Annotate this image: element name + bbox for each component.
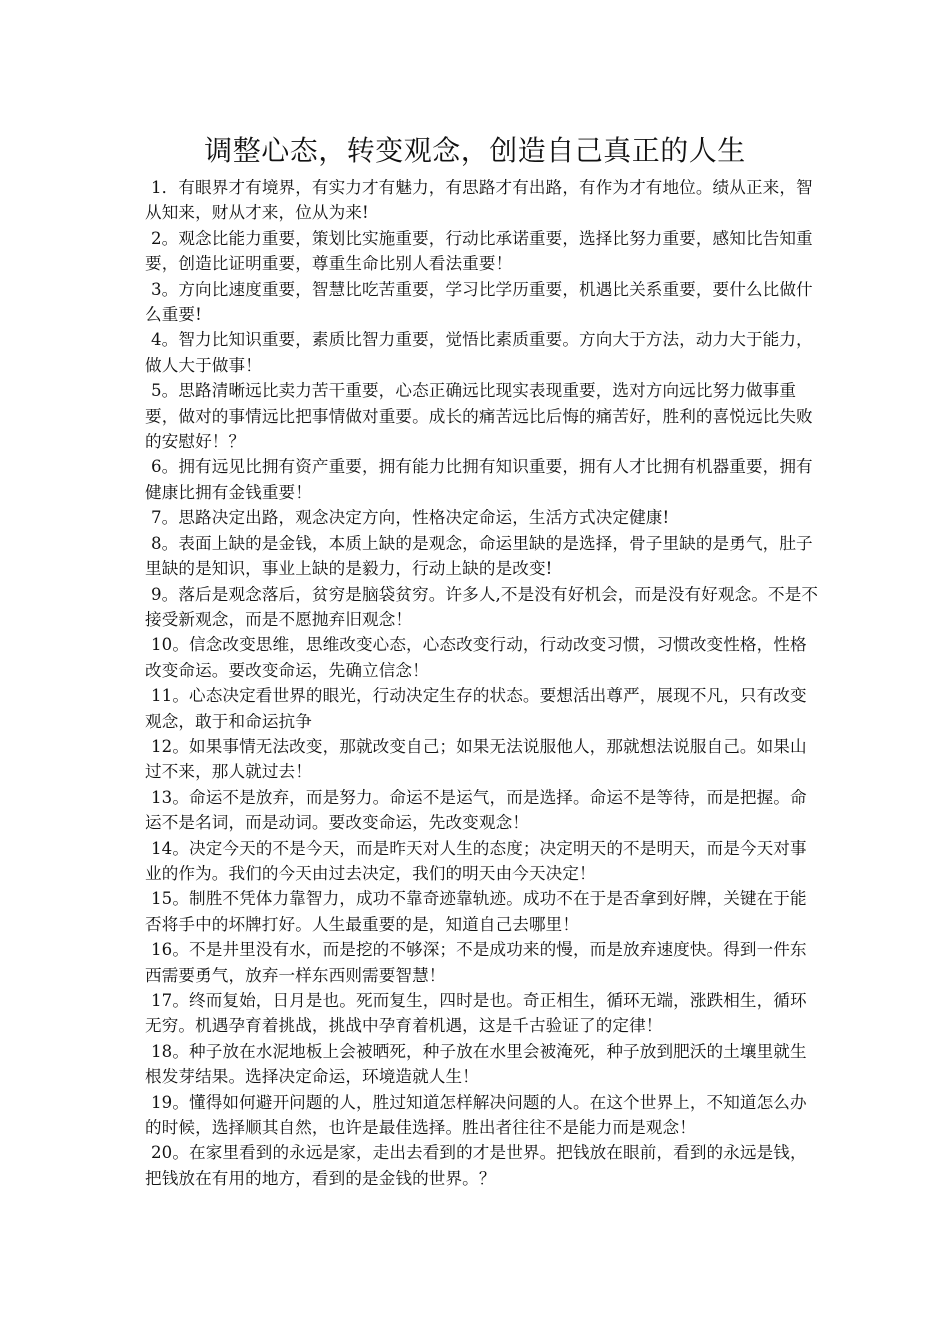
paragraph-16: [145, 937, 821, 988]
paragraph-15: [145, 886, 821, 937]
document-title: 调整心态，转变观念，创造自己真正的人生: [204, 134, 746, 167]
paragraph-19: [145, 1090, 821, 1141]
paragraph-number: 10。: [151, 635, 190, 655]
paragraph-text: 方向比速度重要，智慧比吃苦重要，学习比学历重要，机遇比关系重要，要什么比做什么重要!: [145, 279, 813, 325]
paragraph-6: [145, 454, 821, 505]
paragraph-number: 7。: [151, 508, 179, 528]
paragraph-number: 6。: [151, 457, 179, 477]
paragraph-18: [145, 1039, 821, 1090]
paragraph-2: [145, 226, 821, 277]
paragraph-number: 8。: [151, 533, 179, 553]
paragraph-text: 智力比知识重要，素质比智力重要，觉悟比素质重要。方向大于方法，动力大于能力，做人大于做事！: [145, 330, 813, 375]
paragraph-number: 17。: [151, 991, 190, 1010]
paragraph-text: 观念比能力重要，策划比实施重要，行动比承诺重要，选择比努力重要，感知比告知重要，创造比证明重要，尊重生命比别人看法重要！: [145, 228, 813, 274]
paragraph-number: 18。: [151, 1041, 190, 1061]
paragraph-number: 12。: [151, 736, 190, 756]
paragraph-11: [145, 683, 821, 734]
paragraph-text: 在家里看到的永远是家，走出去看到的才是世界。把钱放在眼前，看到的永远是钱，把钱放在有用的地方，看到的是金钱的世界。？: [145, 1143, 807, 1188]
paragraph-10: [145, 632, 821, 683]
paragraph-text: 决定今天的不是今天，而是昨天对人生的态度；决定明天的不是明天，而是今天对事业的作为。我们的今天由过去决定，我们的明天由今天决定！: [145, 838, 807, 883]
paragraph-text: 懂得如何避开问题的人，胜过知道怎样解决问题的人。在这个世界上，不知道怎么办的时候，选择顺其自然，也许是最佳选择。胜出者往往不是能力而是观念！: [145, 1092, 807, 1138]
paragraph-text: 信念改变思维，思维改变心态，心态改变行动，行动改变习惯，习惯改变性格，性格改变命运。要改变命运，先确立信念！: [145, 635, 807, 680]
paragraph-number: 4。: [151, 330, 179, 350]
paragraph-text: 拥有远见比拥有资产重要，拥有能力比拥有知识重要，拥有人才比拥有机器重要，拥有健康比拥有金钱重要！: [145, 457, 813, 502]
paragraph-13: [145, 785, 821, 836]
paragraph-number: 3。: [151, 279, 179, 299]
paragraph-text: 命运不是放弃，而是努力。命运不是运气，而是选择。命运不是等待，而是把握。命运不是名词，而是动词。要改变命运，先改变观念！: [145, 787, 807, 833]
paragraph-5: [145, 378, 821, 454]
paragraph-text: 心态决定看世界的眼光，行动决定生存的状态。要想活出尊严，展现不凡，只有改变观念，敢于和命运抗争: [145, 686, 807, 731]
paragraph-text: 如果事情无法改变，那就改变自己；如果无法说服他人，那就想法说服自己。如果山过不来，那人就过去！: [145, 736, 807, 782]
paragraph-text: 种子放在水泥地板上会被晒死，种子放在水里会被淹死，种子放到肥沃的土壤里就生根发芽结果。选择决定命运，环境造就人生！: [145, 1041, 807, 1087]
paragraph-text: 思路决定出路，观念决定方向，性格决定命运，生活方式决定健康!: [178, 508, 670, 528]
paragraph-17: [145, 988, 821, 1039]
paragraph-1: [145, 175, 821, 226]
paragraph-4: [145, 327, 821, 378]
paragraph-text: 终而复始，日月是也。死而复生，四时是也。奇正相生，循环无端，涨跌相生，循环无穷。机遇孕育着挑战，挑战中孕育着机遇，这是千古验证了的定律！: [145, 991, 807, 1036]
paragraph-text: 落后是观念落后，贫穷是脑袋贫穷。许多人,不是没有好机会，而是没有好观念。不是不接受新观念，而是不愿抛弃旧观念！: [145, 584, 819, 629]
paragraph-14: [145, 836, 821, 887]
document-body: [145, 175, 821, 1191]
paragraph-number: 5。: [151, 381, 179, 401]
paragraph-text: 思路清晰远比卖力苦干重要，心态正确远比现实表现重要，选对方向远比努力做事重要，做对的事情远比把事情做对重要。成长的痛苦远比后悔的痛苦好，胜利的喜悦远比失败的安慰好！？: [145, 381, 813, 452]
paragraph-9: [145, 582, 821, 633]
paragraph-number: 16。: [151, 940, 190, 960]
paragraph-text: 有眼界才有境界，有实力才有魅力，有思路才有出路，有作为才有地位。绩从正来，智从知来，财从才来，位从为来!: [145, 178, 813, 223]
paragraph-number: 9。: [151, 584, 179, 604]
paragraph-number: 13。: [151, 787, 190, 807]
paragraph-text: 不是井里没有水，而是挖的不够深；不是成功来的慢，而是放弃速度快。得到一件东西需要勇气，放弃一样东西则需要智慧！: [145, 940, 807, 985]
paragraph-3: [145, 277, 821, 328]
paragraph-number: 15。: [151, 889, 190, 909]
paragraph-number: 14。: [151, 838, 190, 858]
paragraph-number: 11。: [151, 686, 190, 706]
paragraph-number: 20。: [151, 1143, 190, 1163]
paragraph-number: 1．: [151, 178, 179, 197]
paragraph-8: [145, 531, 821, 582]
paragraph-20: [145, 1140, 821, 1191]
paragraph-text: 制胜不凭体力靠智力，成功不靠奇迹靠轨迹。成功不在于是否拿到好牌，关键在于能否将手中的坏牌打好。人生最重要的是，知道自己去哪里！: [145, 889, 807, 934]
paragraph-number: 2。: [151, 228, 179, 248]
paragraph-12: [145, 734, 821, 785]
paragraph-7: [145, 505, 821, 530]
paragraph-text: 表面上缺的是金钱，本质上缺的是观念，命运里缺的是选择，骨子里缺的是勇气，肚子里缺的是知识，事业上缺的是毅力，行动上缺的是改变!: [145, 533, 813, 579]
paragraph-number: 19。: [151, 1092, 190, 1112]
